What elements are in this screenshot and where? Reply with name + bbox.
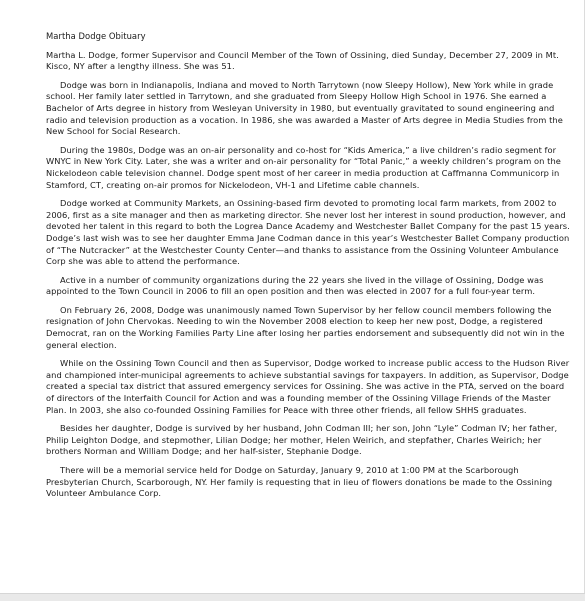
paragraph-intro: Martha L. Dodge, former Supervisor and Council Member of the Town of Ossining, died Sunday, December 27, 2009 in Mt. Kisco, NY after a lengthy illness. She was 51.: [46, 49, 559, 72]
paragraph-town-council: Active in a number of community organizations during the 22 years she lived in the village of Ossining, Dodge was appointed to the Town Council in 2006 to fill an open position and then was elected in 2007 for a full four-year term.: [46, 274, 544, 297]
paragraph-survivors: Besides her daughter, Dodge is survived by her husband, John Codman III; her son, John “Lyle” Codman IV; her father, Philip Leighton Dodge, and stepmother, Lilian Dodge; her mother, Helen Weirich, and stepfather, Charles Weirich; her brothers Norman and William Dodge; and her half-sister, Stephanie Dodge.: [46, 423, 558, 457]
paragraph-community-markets: Dodge worked at Community Markets, an Ossining-based firm devoted to promoting local farm markets, from 2002 to 2006, first as a site manager and then as marketing director. She never lost her interest in sound production, however, and devoted her talent in this regard to both the Logrea Dance Academy and Westchester Ballet Company for the past 15 years. Dodge’s last wish was to see her daughter Emma Jane Codman dance in this year’s Westchester Ballet Company production of “The Nutcracker” at the Westchester County Center—and thanks to assistance from the Ossining Volunteer Ambulance Corp she was able to attend the performance.: [46, 198, 570, 267]
document-body: [46, 31, 572, 507]
paragraph-media-career: During the 1980s, Dodge was an on-air personality and co-host for “Kids America,” a live children’s radio segment for WNYC in New York City. Later, she was a writer and on-air personality for “Total Panic,” a weekly children’s program on the Nickelodeon cable television channel. Dodge spent most of her career in media production at Caffmanna Communicorp in Stamford, CT, creating on-air promos for Nickelodeon, VH-1 and Lifetime cable channels.: [46, 144, 561, 190]
document-title: Martha Dodge Obituary: [46, 31, 146, 41]
paragraph-town-supervisor: On February 26, 2008, Dodge was unanimously named Town Supervisor by her fellow council members following the resignation of John Chervokas. Needing to win the November 2008 election to keep her new post, Dodge, a registered Democrat, ran on the Working Families Party Line after losing her parties endorsement and subsequently did not win in the general election.: [46, 304, 565, 350]
paragraph-early-life: Dodge was born in Indianapolis, Indiana and moved to North Tarrytown (now Sleepy Hollow), New York while in grade school. Her family later settled in Tarrytown, and she graduated from Sleepy Hollow High School in 1976. She earned a Bachelor of Arts degree in history from Wesleyan University in 1980, but eventually gravitated to sound engineering and radio and television production as a vocation. In 1986, she was awarded a Master of Arts degree in Media Studies from the New School for Social Research.: [46, 79, 563, 137]
paragraph-public-service: While on the Ossining Town Council and then as Supervisor, Dodge worked to increase public access to the Hudson River and championed inter-municipal agreements to achieve substantial savings for taxpayers. In addition, as Supervisor, Dodge created a special tax district that assured emergency services for Ossining. She was active in the PTA, served on the board of directors of the Interfaith Council for Action and was a founding member of the Ossining Village Friends of the Master Plan. In 2003, she also co-founded Ossining Families for Peace with three other friends, all fellow SHHS graduates.: [46, 358, 570, 415]
paragraph-memorial-service: There will be a memorial service held for Dodge on Saturday, January 9, 2010 at 1:00 PM at the Scarborough Presbyterian Church, Scarborough, NY. Her family is requesting that in lieu of flowers donations be made to the Ossining Volunteer Ambulance Corp.: [46, 465, 553, 499]
